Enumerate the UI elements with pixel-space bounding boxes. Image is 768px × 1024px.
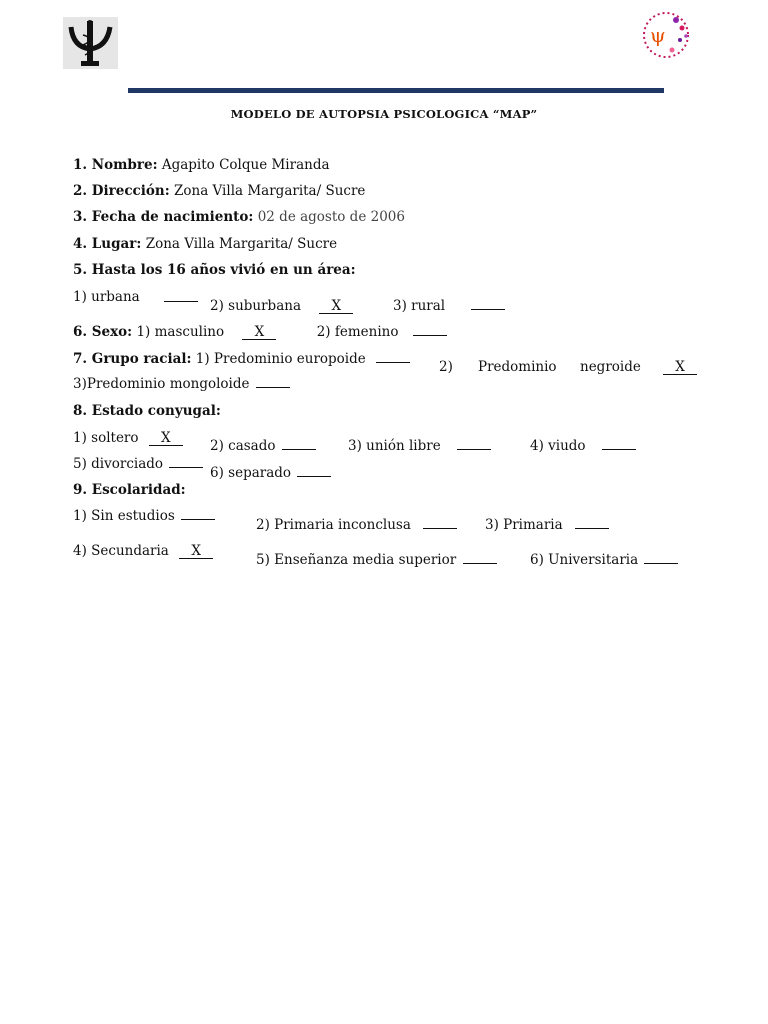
section-estado-conyugal-heading xyxy=(73,403,221,419)
option-label: 5) Enseñanza media superior xyxy=(256,552,457,568)
section-label: 5. Hasta los 16 años vivió en un área: xyxy=(73,262,356,278)
section-label: 7. Grupo racial: xyxy=(73,351,192,367)
answer-blank xyxy=(602,449,636,450)
answer-blank xyxy=(644,563,678,564)
option-union-libre xyxy=(348,438,491,454)
option-negroide-word2 xyxy=(580,359,641,375)
option-label: 1) masculino xyxy=(136,324,225,340)
psi-head-profile-icon xyxy=(636,6,696,64)
field-value: Zona Villa Margarita/ Sucre xyxy=(174,183,366,199)
section-label: 8. Estado conyugal: xyxy=(73,403,221,419)
option-label: 2) xyxy=(439,359,453,375)
field-value: 02 de agosto de 2006 xyxy=(257,209,405,225)
option-label: 1) soltero xyxy=(73,430,139,446)
option-casado xyxy=(210,438,316,454)
answer-blank xyxy=(575,528,609,529)
option-label: 2) casado xyxy=(210,438,276,454)
answer-blank: X xyxy=(663,361,697,375)
field-lugar xyxy=(73,236,337,252)
answer-blank xyxy=(463,563,497,564)
option-label: 6) separado xyxy=(210,465,292,481)
field-label: 4. Lugar: xyxy=(73,236,142,252)
answer-blank xyxy=(256,387,290,388)
answer-blank xyxy=(413,335,447,336)
section-label: 9. Escolaridad: xyxy=(73,482,186,498)
option-label: 6) Universitaria xyxy=(530,552,639,568)
answer-blank xyxy=(181,519,215,520)
option-suburbana xyxy=(210,298,353,314)
option-media-superior xyxy=(256,552,497,568)
option-label: 2) femenino xyxy=(316,324,399,340)
answer-blank: X xyxy=(179,545,213,559)
page-title: MODELO DE AUTOPSIA PSICOLOGICA “MAP” xyxy=(230,107,538,121)
section-escolaridad-heading xyxy=(73,482,186,498)
option-negroide-num xyxy=(439,359,453,375)
option-divorciado xyxy=(73,456,203,472)
option-label: 4) Secundaria xyxy=(73,543,169,559)
option-label: 2) suburbana xyxy=(210,298,301,314)
answer-blank xyxy=(297,476,331,477)
psi-head-profile-logo xyxy=(636,6,696,64)
option-universitaria xyxy=(530,552,678,568)
answer-blank: X xyxy=(242,326,276,340)
option-separado xyxy=(210,465,331,481)
option-primaria-inconclusa xyxy=(256,517,457,533)
field-direccion xyxy=(73,183,365,199)
option-label: 3) Primaria xyxy=(485,517,563,533)
answer-blank xyxy=(164,301,198,302)
option-label: 1) Sin estudios xyxy=(73,508,175,524)
field-nombre xyxy=(73,157,330,173)
answer-blank xyxy=(471,309,505,310)
answer-blank: X xyxy=(319,300,353,314)
section-grupo-racial xyxy=(73,351,366,367)
option-urbana xyxy=(73,289,140,305)
option-label: 1) urbana xyxy=(73,289,140,305)
section-sexo xyxy=(73,324,447,340)
option-negroide-word1 xyxy=(478,359,557,375)
option-label: 1) Predominio europoide xyxy=(195,351,366,367)
option-sin-estudios xyxy=(73,508,215,524)
option-label: 4) viudo xyxy=(530,438,586,454)
header-divider xyxy=(128,88,664,93)
field-label: 1. Nombre: xyxy=(73,157,158,173)
answer-blank xyxy=(169,467,203,468)
field-label: 2. Dirección: xyxy=(73,183,170,199)
answer-blank xyxy=(423,528,457,529)
option-label: 5) divorciado xyxy=(73,456,164,472)
field-value: Agapito Colque Miranda xyxy=(161,157,330,173)
field-label: 3. Fecha de nacimiento: xyxy=(73,209,254,225)
field-value: Zona Villa Margarita/ Sucre xyxy=(145,236,338,252)
option-label: 3) unión libre xyxy=(348,438,441,454)
option-label: negroide xyxy=(580,359,641,375)
section-label: 6. Sexo: xyxy=(73,324,133,340)
psi-caduceus-icon xyxy=(63,17,118,69)
answer-blank xyxy=(282,449,316,450)
option-viudo xyxy=(530,438,636,454)
answer-blank xyxy=(457,449,491,450)
psi-caduceus-logo xyxy=(63,17,118,69)
option-primaria xyxy=(485,517,609,533)
svg-text:ψ: ψ xyxy=(650,23,666,47)
option-mongoloide xyxy=(73,376,290,392)
option-label: 3)Predominio mongoloide xyxy=(73,376,250,392)
section-area-heading xyxy=(73,262,356,278)
option-secundaria xyxy=(73,543,213,559)
blank-negroide xyxy=(663,359,697,375)
blank-europoide xyxy=(376,351,410,367)
blank-urbana xyxy=(164,290,198,306)
option-label: 3) rural xyxy=(393,298,446,314)
option-soltero xyxy=(73,430,183,446)
answer-blank: X xyxy=(149,432,183,446)
option-label: Predominio xyxy=(478,359,557,375)
field-fecha xyxy=(73,209,405,225)
option-rural xyxy=(393,298,505,314)
answer-blank xyxy=(376,362,410,363)
option-label: 2) Primaria inconclusa xyxy=(256,517,411,533)
